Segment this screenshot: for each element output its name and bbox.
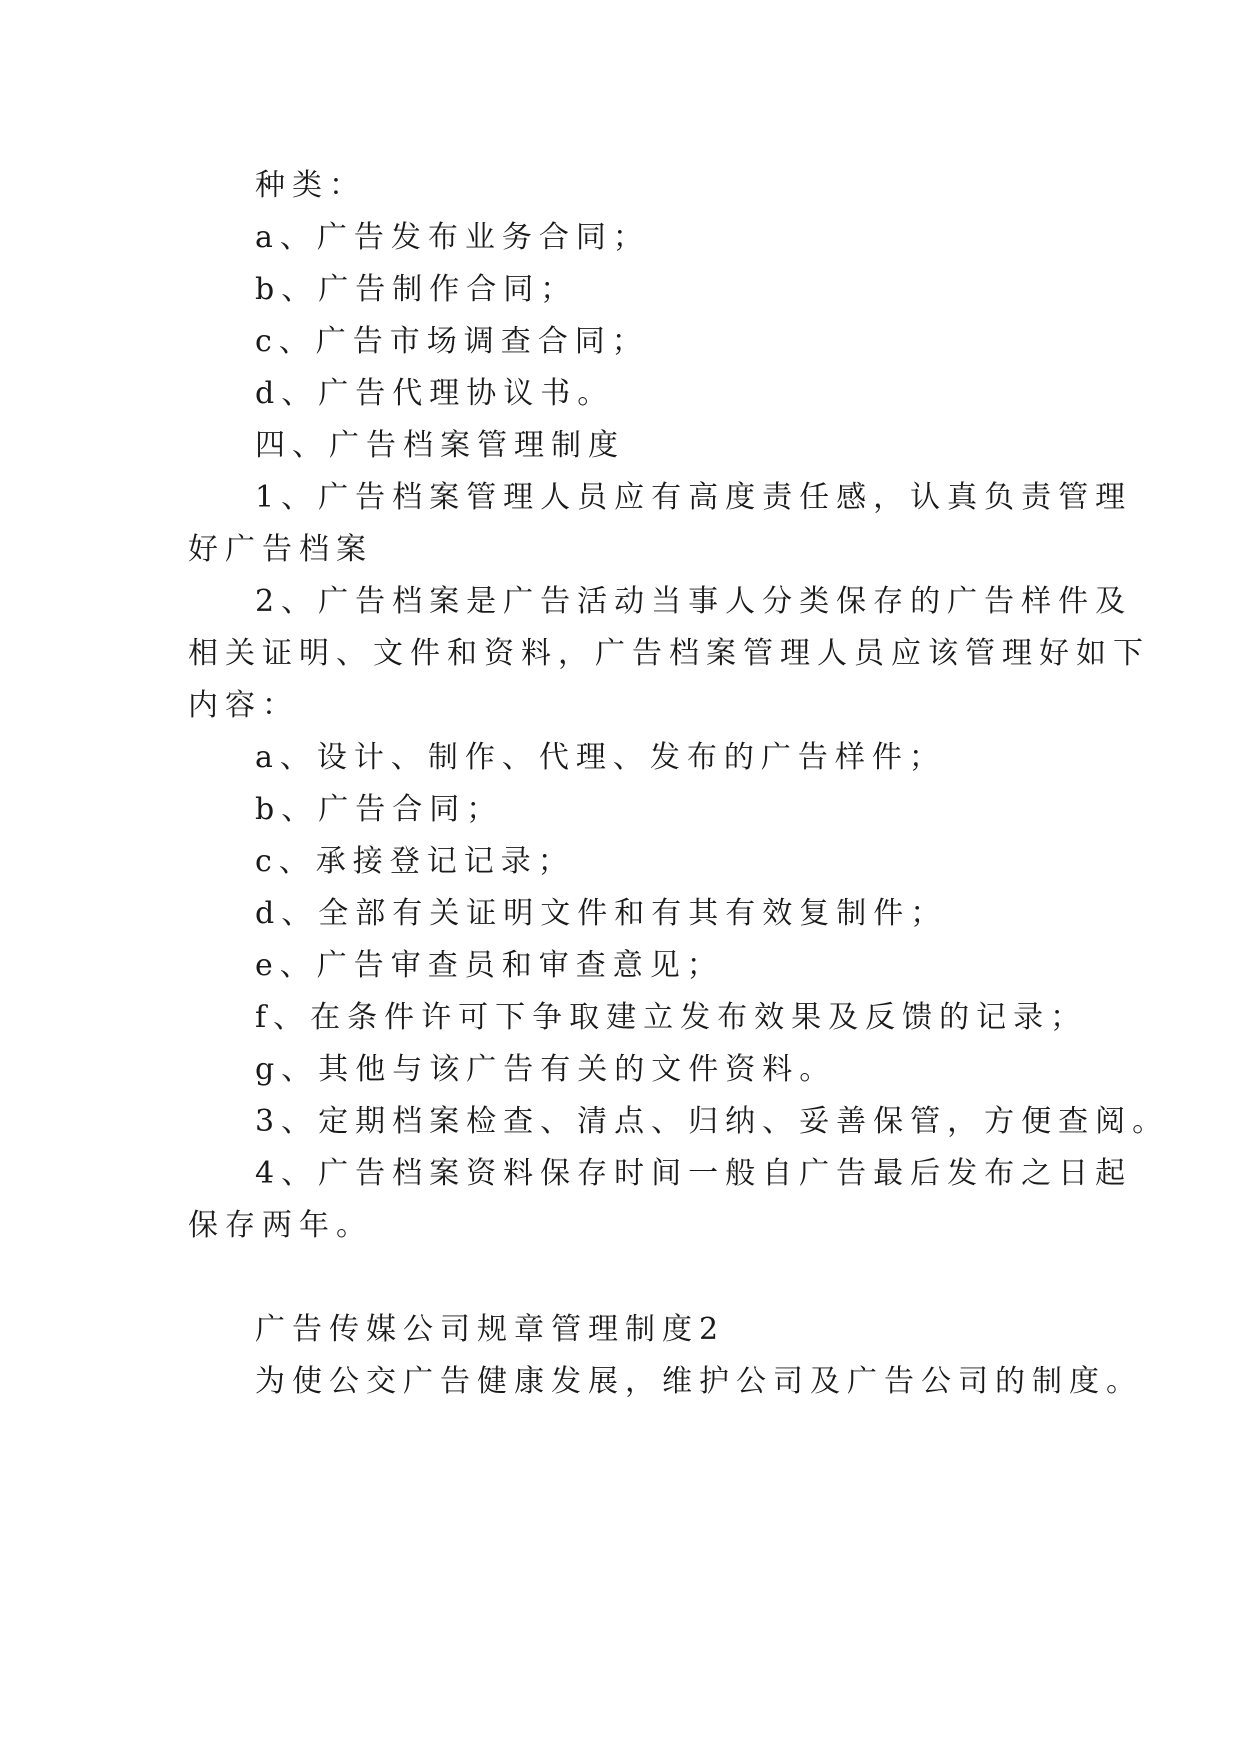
text-line: 4、广告档案资料保存时间一般自广告最后发布之日起 bbox=[255, 1156, 1133, 1191]
text-line: e、广告审查员和审查意见； bbox=[255, 948, 724, 983]
text-line: a、广告发布业务合同； bbox=[255, 220, 650, 255]
text-line: 保存两年。 bbox=[188, 1208, 373, 1243]
text-line: 2、广告档案是广告活动当事人分类保存的广告样件及 bbox=[255, 584, 1133, 619]
text-line: a、设计、制作、代理、发布的广告样件； bbox=[255, 740, 946, 775]
text-line: b、广告合同； bbox=[255, 792, 504, 827]
text-line: 好广告档案 bbox=[188, 532, 373, 567]
text-line: d、广告代理协议书。 bbox=[255, 376, 615, 411]
text-line: 种类： bbox=[255, 168, 366, 203]
text-line: 1、广告档案管理人员应有高度责任感，认真负责管理 bbox=[255, 480, 1133, 515]
text-line: 内容： bbox=[188, 688, 299, 723]
text-line: g、其他与该广告有关的文件资料。 bbox=[255, 1052, 837, 1087]
text-line: 3、定期档案检查、清点、归纳、妥善保管，方便查阅。 bbox=[255, 1104, 1170, 1139]
text-line: f、在条件许可下争取建立发布效果及反馈的记录； bbox=[255, 1000, 1088, 1035]
text-line: 相关证明、文件和资料，广告档案管理人员应该管理好如下 bbox=[188, 636, 1150, 671]
text-line: b、广告制作合同； bbox=[255, 272, 578, 307]
text-line: c、承接登记记录； bbox=[255, 844, 575, 879]
text-line: c、广告市场调查合同； bbox=[255, 324, 649, 359]
section-heading: 四、广告档案管理制度 bbox=[255, 428, 625, 463]
text-line: 为使公交广告健康发展，维护公司及广告公司的制度。 bbox=[255, 1364, 1143, 1399]
document-title: 广告传媒公司规章管理制度2 bbox=[255, 1312, 726, 1347]
text-line: d、全部有关证明文件和有其有效复制件； bbox=[255, 896, 948, 931]
